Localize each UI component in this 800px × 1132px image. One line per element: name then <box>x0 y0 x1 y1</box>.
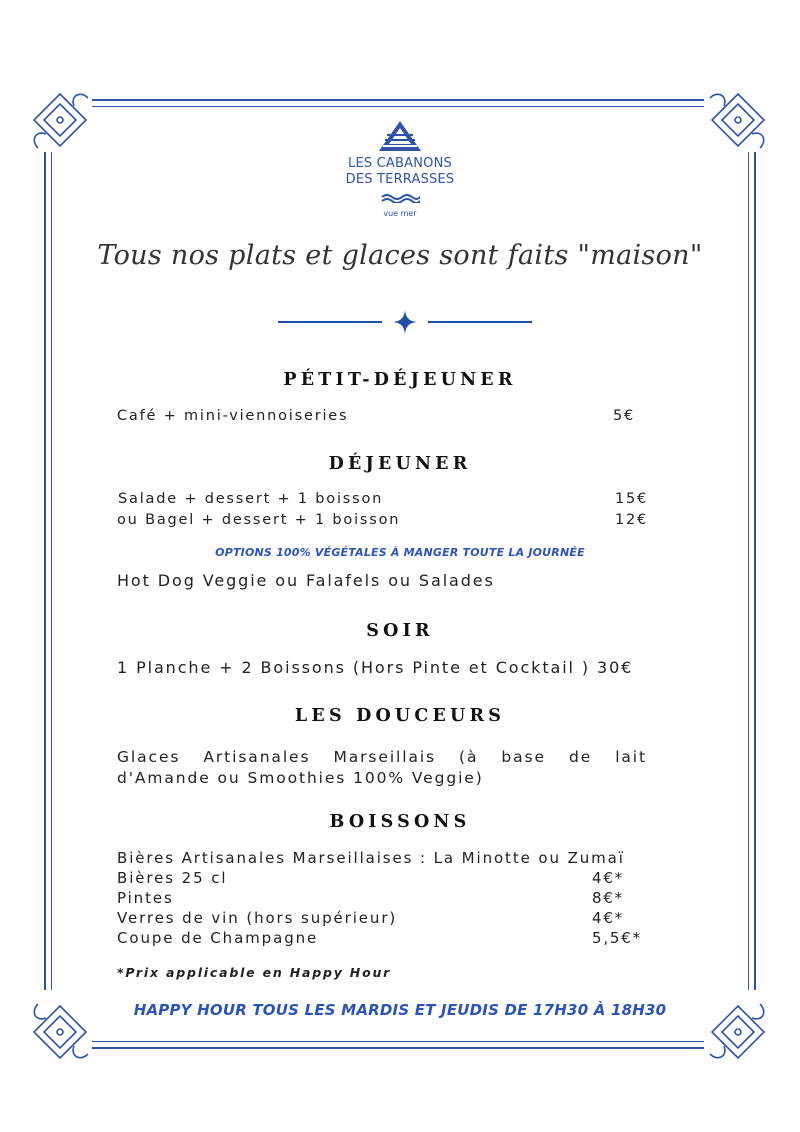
menu-item-label: Verres de vin (hors supérieur) <box>117 909 398 927</box>
veggie-options-note: OPTIONS 100% VÉGÉTALES À MANGER TOUTE LA JOURNÉE <box>215 546 585 559</box>
menu-item-price: 4€* <box>592 909 624 927</box>
evening-offer: 1 Planche + 2 Boissons (Hors Pinte et Cocktail ) 30€ <box>117 658 634 677</box>
cabin-roof-icon <box>378 120 422 152</box>
menu-item-label: ou Bagel + dessert + 1 boisson <box>117 512 401 528</box>
veggie-line: Hot Dog Veggie ou Falafels ou Salades <box>117 571 495 590</box>
brand-subtitle: vue mer <box>383 209 417 218</box>
menu-item-label: Pintes <box>117 889 174 907</box>
section-title-desserts: LES DOUCEURS <box>294 706 506 726</box>
brand-logo <box>340 120 460 218</box>
corner-ornament-top-left-icon <box>28 88 92 152</box>
menu-item-price: 15€ <box>615 491 649 507</box>
menu-item-price: 8€* <box>592 889 624 907</box>
drinks-intro: Bières Artisanales Marseillaises : La Minotte ou Zumaï <box>117 849 625 867</box>
menu-item-label: Bières 25 cl <box>117 869 228 887</box>
wave-icon <box>380 193 420 203</box>
tagline: Tous nos plats et glaces sont faits "maison" <box>97 240 703 271</box>
menu-item-label: Salade + dessert + 1 boisson <box>118 491 384 507</box>
desserts-description: Glaces Artisanales Marseillais (à base de lait d'Amande ou Smoothies 100% Veggie) <box>117 748 647 787</box>
four-point-star-icon <box>393 310 417 334</box>
menu-item-price: 4€* <box>592 869 624 887</box>
section-title-drinks: BOISSONS <box>329 812 471 832</box>
menu-item-price: 12€ <box>615 512 649 528</box>
brand-name-line2: DES TERRASSES <box>345 172 455 187</box>
section-title-evening: SOIR <box>366 621 434 641</box>
menu-item-price: 5€ <box>613 408 636 424</box>
corner-ornament-top-right-icon <box>706 88 770 152</box>
happy-hour-footnote: *Prix applicable en Happy Hour <box>117 965 392 980</box>
section-title-breakfast: PÉTIT-DÉJEUNER <box>283 370 517 390</box>
section-title-lunch: DÉJEUNER <box>328 454 472 474</box>
menu-item-price: 5,5€* <box>592 929 642 947</box>
menu-item-label: Coupe de Champagne <box>117 929 319 947</box>
brand-name-line1: LES CABANONS <box>348 156 452 171</box>
happy-hour-banner: HAPPY HOUR TOUS LES MARDIS ET JEUDIS DE 17H30 À 18H30 <box>133 1001 667 1019</box>
menu-item-label: Café + mini-viennoiseries <box>117 408 349 424</box>
